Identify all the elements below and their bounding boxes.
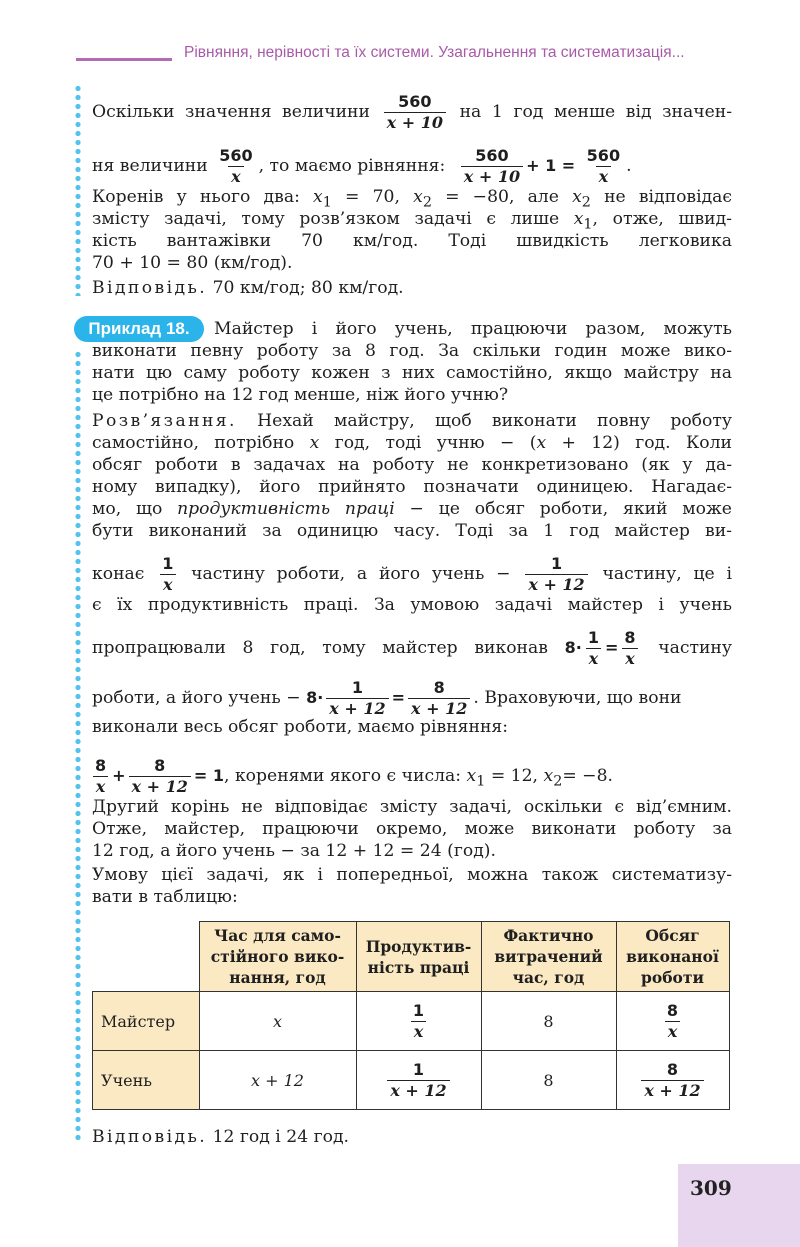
text-line: вати в таблицю: xyxy=(92,887,238,907)
text-line: ня величини $\frac{560}{x}$ , то маємо рівняння: $\frac{560}{x + 10}$ + 1 = $\frac{560}{x}$ . xyxy=(92,146,632,186)
numerator: 8 xyxy=(666,1000,679,1020)
text: , коренями якого є числа: xyxy=(224,766,462,786)
table-header-row xyxy=(93,922,730,992)
numerator: 560 xyxy=(398,92,432,111)
header-line: Продуктив- xyxy=(365,936,472,956)
denominator: x + 12 xyxy=(641,1080,703,1101)
number: 8 xyxy=(564,638,576,657)
text-line: це потрібно на 12 год менше, ніж його учню? xyxy=(92,385,509,405)
numerator: 560 xyxy=(586,146,621,165)
text-line: бути виконаний за одиницю часу. Тоді за 1 год майстер ви- xyxy=(92,521,732,541)
subscript: 2 xyxy=(581,194,591,211)
text-line: ному випадку), його прийнято позначати одиницею. Нагадає- xyxy=(92,477,732,497)
text-line xyxy=(92,432,732,454)
row-header: Майстер xyxy=(93,992,200,1051)
operator: + xyxy=(112,766,126,785)
text: ня величини xyxy=(92,156,208,176)
numerator: 560 xyxy=(475,146,509,165)
header-line: роботи xyxy=(641,968,704,987)
text: на 1 год менше від значен- xyxy=(459,102,733,122)
denominator: x xyxy=(160,574,176,595)
table-cell xyxy=(616,1051,729,1110)
text: Коренів у нього два: xyxy=(92,187,300,207)
text-line: виконали весь обсяг роботи, маємо рівняння: xyxy=(92,717,509,737)
header-line: виконаної xyxy=(626,947,719,966)
row-header: Учень xyxy=(93,1051,200,1110)
fraction xyxy=(584,146,623,187)
header-line: Обсяг xyxy=(645,926,700,945)
text-line xyxy=(92,498,732,520)
numerator: 8 xyxy=(433,678,445,697)
fraction xyxy=(216,146,255,187)
header-line: Час для само- xyxy=(214,926,341,945)
cell-value: x xyxy=(272,1011,283,1031)
denominator: x + 12 xyxy=(129,776,191,797)
text-line: обсяг роботи в задачах на роботу не конкретизовано (як у да- xyxy=(92,455,732,475)
table-cell xyxy=(199,992,356,1051)
fraction xyxy=(410,1001,427,1042)
denominator: x xyxy=(411,1021,427,1042)
header-line: ність праці xyxy=(367,957,470,977)
text: мо, що xyxy=(92,499,163,519)
text: , то маємо рівняння: xyxy=(258,156,446,176)
denominator: x xyxy=(665,1021,681,1042)
fraction xyxy=(387,1060,449,1101)
cell-value: x + 12 xyxy=(251,1070,304,1090)
emphasis-term: продуктивність праці xyxy=(177,499,395,519)
table-row xyxy=(93,1051,730,1110)
text-line xyxy=(92,410,732,432)
text: роботи, а його учень − xyxy=(92,688,301,708)
denominator: x + 12 xyxy=(326,698,388,719)
operator: = xyxy=(391,688,406,707)
table-corner xyxy=(93,922,200,992)
text-line xyxy=(92,628,732,669)
denominator: x + 12 xyxy=(387,1080,449,1101)
text-line xyxy=(92,92,732,133)
table-header xyxy=(199,922,356,992)
text: + 12) год. Коли xyxy=(561,433,732,453)
text: пропрацювали 8 год, тому майстер виконав xyxy=(92,638,548,658)
variable: x xyxy=(466,766,477,786)
denominator: x + 10 xyxy=(384,112,446,133)
text-line: 12 год, а його учень − за 12 + 12 = 24 (год). xyxy=(92,841,496,861)
running-header: Рівняння, нерівності та їх системи. Узагальнення та систематизація... xyxy=(184,44,685,61)
margin-dots-top xyxy=(74,84,82,296)
numerator: 560 xyxy=(219,146,253,165)
text: частину xyxy=(658,638,733,658)
fraction xyxy=(585,628,602,669)
table-header xyxy=(356,922,481,992)
header-rule xyxy=(76,58,172,61)
fraction xyxy=(621,628,638,669)
header-line: нання, год xyxy=(229,968,326,987)
answer-text: 70 км/год; 80 км/год. xyxy=(212,278,404,298)
text: − це обсяг роботи, який може xyxy=(409,499,732,519)
subscript: 2 xyxy=(422,194,432,211)
variable: x xyxy=(573,209,584,229)
numerator: 8 xyxy=(666,1059,679,1079)
fraction xyxy=(92,756,109,797)
example-badge: Приклад 18. xyxy=(74,316,204,342)
solution-label: Розв’язання. xyxy=(92,411,237,431)
text-line: Отже, майстер, працюючи окремо, може виконати роботу за xyxy=(92,819,732,839)
subscript: 1 xyxy=(583,216,593,233)
text-line: Майстер і його учень, працюючи разом, можуть xyxy=(214,319,732,339)
numerator: 8 xyxy=(154,756,166,775)
fraction xyxy=(461,146,523,187)
header-line: Фактично xyxy=(503,926,594,945)
fraction xyxy=(525,554,587,595)
numerator: 1 xyxy=(587,628,599,647)
table-cell: 8 xyxy=(481,992,616,1051)
text: не відповідає xyxy=(604,187,733,207)
text: Оскільки значення величини xyxy=(92,102,370,122)
numerator: 1 xyxy=(351,678,364,697)
denominator: x xyxy=(622,648,638,669)
subscript: 1 xyxy=(476,773,486,790)
text: частину, це і xyxy=(602,564,732,584)
denominator: x xyxy=(586,648,602,669)
text-line: Умову цієї задачі, як і попередньої, можна також систематизу- xyxy=(92,865,732,885)
numerator: 1 xyxy=(412,1059,425,1079)
header-line: час, год xyxy=(512,968,585,987)
table-cell xyxy=(356,1051,481,1110)
header-line: стійного вико- xyxy=(210,947,345,966)
text-line xyxy=(92,554,732,595)
answer-text: 12 год і 24 год. xyxy=(212,1127,349,1147)
text-line: кість вантажівки 70 км/год. Тоді швидкість легковика xyxy=(92,231,732,251)
numerator: 1 xyxy=(550,554,563,573)
denominator: x + 12 xyxy=(408,698,470,719)
variable: x xyxy=(543,766,554,786)
denominator: x xyxy=(93,776,109,797)
text-line: виконати певну роботу за 8 год. За скільки годин може вико- xyxy=(92,341,732,361)
fraction xyxy=(664,1001,681,1042)
subscript: 2 xyxy=(553,773,563,790)
operator: + 1 = xyxy=(526,156,576,175)
table-cell xyxy=(199,1051,356,1110)
answer-label: Відповідь. xyxy=(92,1127,208,1147)
table-cell xyxy=(616,992,729,1051)
text: змісту задачі, тому розв’язком задачі є лише xyxy=(92,209,560,229)
margin-dots-bottom xyxy=(74,350,82,1142)
answer-line xyxy=(92,1126,732,1148)
text-line: Другий корінь не відповідає змісту задачі, оскільки є від’ємним. xyxy=(92,797,732,817)
text-line: нати цю саму роботу кожен з них самостійно, якщо майстру на xyxy=(92,363,732,383)
text: = −8. xyxy=(562,766,613,786)
denominator: x + 12 xyxy=(525,574,587,595)
operator: · xyxy=(575,638,582,657)
numerator: 8 xyxy=(624,628,636,647)
denominator: x + 10 xyxy=(461,166,523,187)
variable: x xyxy=(572,187,582,207)
fraction xyxy=(408,678,470,719)
table-header xyxy=(481,922,616,992)
text: самостійно, потрібно xyxy=(92,433,295,453)
table-cell xyxy=(356,992,481,1051)
answer-label: Відповідь. xyxy=(92,278,208,298)
denominator: x xyxy=(596,166,612,187)
answer-line xyxy=(92,277,732,299)
text: год, тоді учню − ( xyxy=(334,433,537,453)
numerator: 1 xyxy=(412,1000,425,1020)
fraction xyxy=(384,92,446,133)
table-cell: 8 xyxy=(481,1051,616,1110)
text: . Враховуючи, що вони xyxy=(473,688,682,708)
text: , отже, швид- xyxy=(592,209,732,229)
subscript: 1 xyxy=(322,194,332,211)
text: частину роботи, а його учень − xyxy=(191,564,511,584)
table-header xyxy=(616,922,729,992)
variable: x xyxy=(536,433,547,453)
operator: = 1 xyxy=(193,766,225,785)
variable: x xyxy=(309,433,320,453)
number: 8 xyxy=(306,688,318,707)
variable: x xyxy=(413,187,423,207)
text-line: 70 + 10 = 80 (км/год). xyxy=(92,253,293,273)
fraction xyxy=(159,554,176,595)
text: конає xyxy=(92,564,145,584)
fraction xyxy=(326,678,388,719)
summary-table xyxy=(92,921,730,1110)
fraction xyxy=(641,1060,703,1101)
text: = 12, xyxy=(490,766,539,786)
page-number: 309 xyxy=(690,1176,732,1200)
text-line: є їх продуктивність праці. За умовою задачі майстер і учень xyxy=(92,595,732,615)
denominator: x xyxy=(228,166,244,187)
numerator: 1 xyxy=(162,554,174,573)
numerator: 8 xyxy=(95,756,107,775)
table-row xyxy=(93,992,730,1051)
header-line: витрачений xyxy=(494,947,603,966)
text: = 70, xyxy=(345,187,400,207)
fraction xyxy=(129,756,191,797)
text-line xyxy=(92,756,732,797)
operator: = xyxy=(604,638,619,657)
text: Нехай майстру, щоб виконати повну роботу xyxy=(257,411,733,431)
text: = −80, але xyxy=(445,187,559,207)
operator: · xyxy=(317,688,324,707)
variable: x xyxy=(313,187,323,207)
text-line xyxy=(92,678,732,719)
